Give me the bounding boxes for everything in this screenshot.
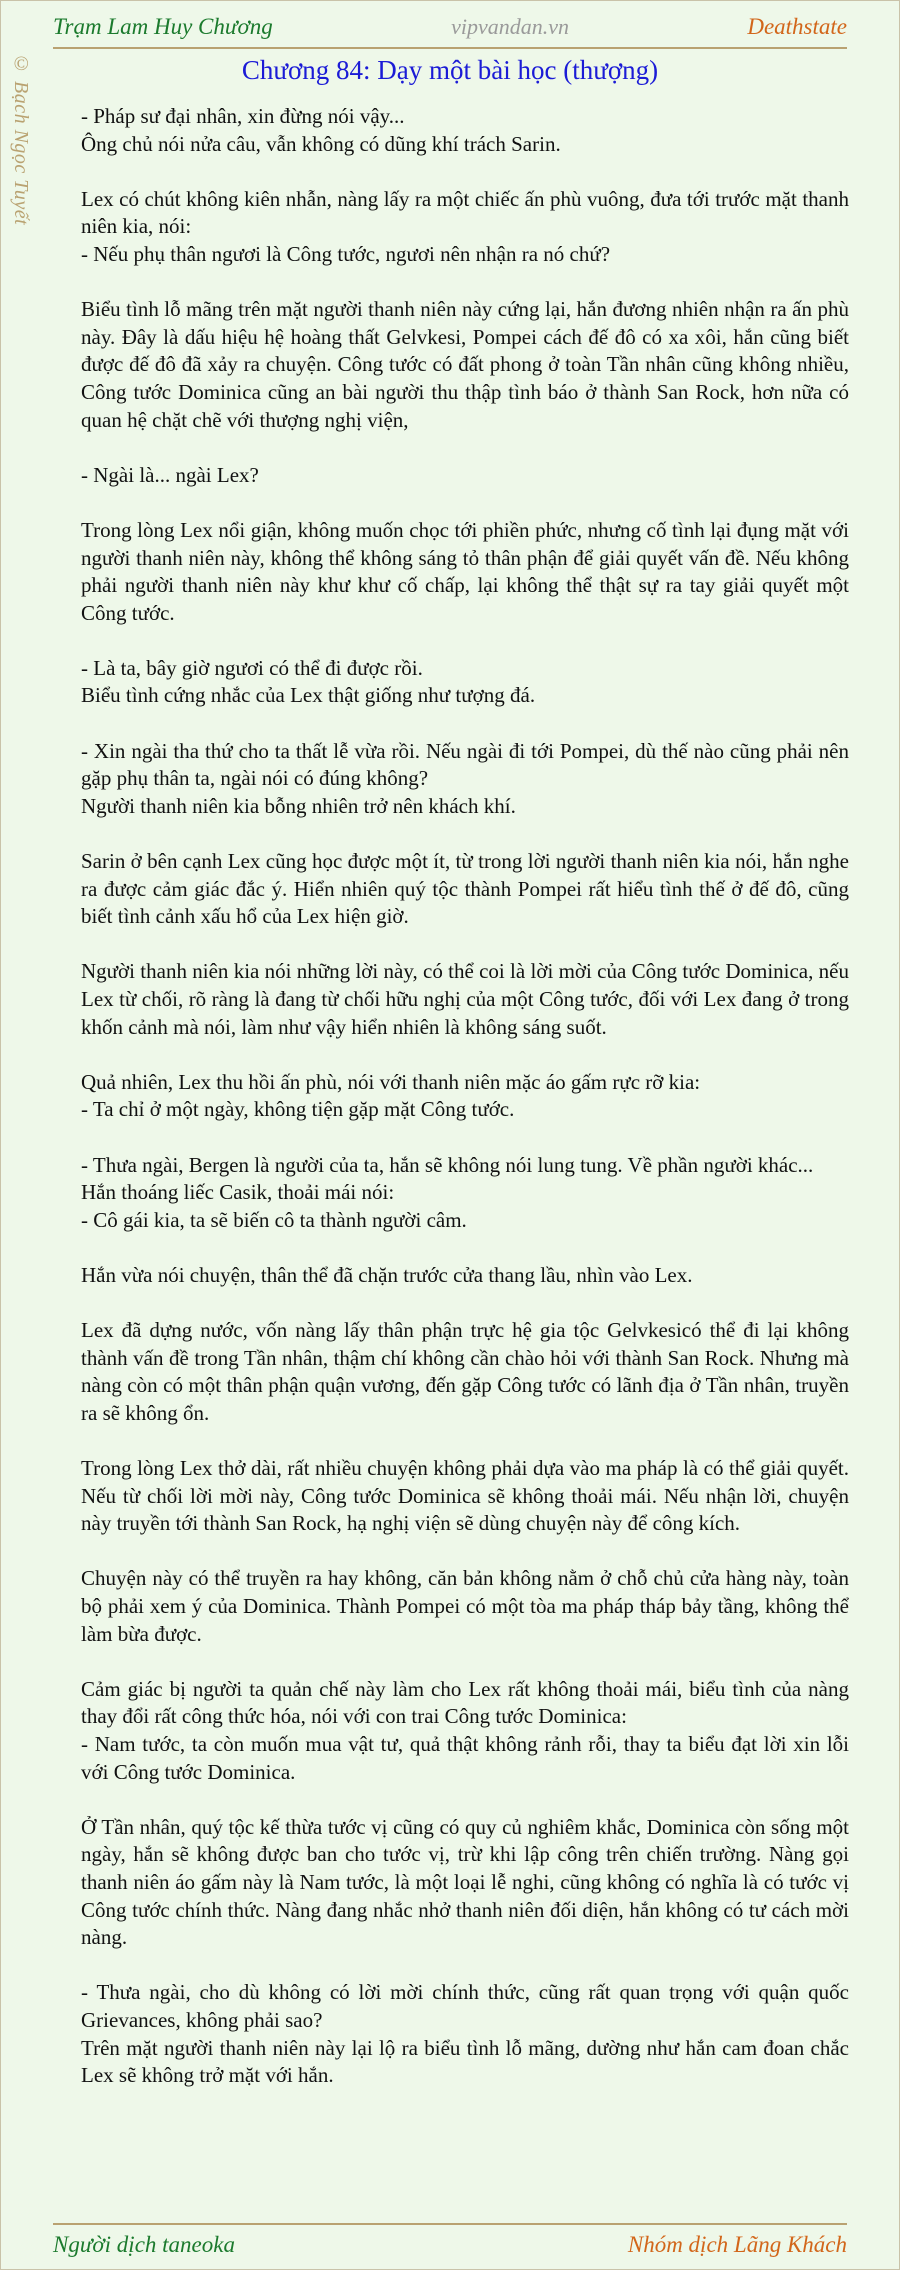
paragraph: Lex có chút không kiên nhẫn, nàng lấy ra một chiếc ấn phù vuông, đưa tới trước mặt thanh niên kia, nói:	[81, 186, 849, 239]
paragraph: - Ngài là... ngài Lex?	[81, 462, 259, 487]
page-footer	[53, 2227, 847, 2263]
paragraph: Hắn thoáng liếc Casik, thoải mái nói:	[81, 1180, 395, 1205]
paragraph-gap	[81, 1648, 849, 1676]
copyright-side-mark: © Bạch Ngọc Tuyết	[10, 53, 32, 226]
paragraph-gap	[81, 1290, 849, 1318]
paragraph: Hắn vừa nói chuyện, thân thể đã chặn trước cửa thang lầu, nhìn vào Lex.	[81, 1262, 693, 1287]
paragraph-gap	[81, 158, 849, 186]
paragraph: Quả nhiên, Lex thu hồi ấn phù, nói với thanh niên mặc áo gấm rực rỡ kia:	[81, 1069, 701, 1094]
header-divider	[53, 47, 847, 49]
paragraph-gap	[81, 931, 849, 959]
paragraph-gap	[81, 1234, 849, 1262]
paragraph-gap	[81, 489, 849, 517]
paragraph-gap	[81, 1538, 849, 1566]
paragraph: - Thưa ngài, Bergen là người của ta, hắn sẽ không nói lung tung. Về phần người khác...	[81, 1152, 814, 1177]
paragraph: Người thanh niên kia nói những lời này, có thể coi là lời mời của Công tước Dominica, nếu Lex từ chối, rõ ràng là đang từ chối hữu nghị của một Công tước, đối với Lex đang ở trong khốn cảnh mà nói, làm như vậy hiển nhiên là không sáng suốt.	[81, 959, 849, 1039]
paragraph-gap	[81, 820, 849, 848]
paragraph-gap	[81, 1428, 849, 1456]
footer-translator: Người dịch taneoka	[53, 2232, 235, 2257]
footer-divider	[53, 2223, 847, 2225]
paragraph: Biểu tình cứng nhắc của Lex thật giống như tượng đá.	[81, 683, 536, 708]
paragraph: Trong lòng Lex nổi giận, không muốn chọc tới phiền phức, nhưng cố tình lại đụng mặt với người thanh niên này, không thể không sáng tỏ thân phận để giải quyết vấn đề. Nếu không phải người thanh niên này khư khư cố chấp, lại không thể thật sự ra tay giải quyết một Công tước.	[81, 517, 849, 625]
paragraph: Trong lòng Lex thở dài, rất nhiều chuyện không phải dựa vào ma pháp là có thể giải quyết. Nếu từ chối lời mời này, Công tước Dominica sẽ không thoải mái. Nếu nhận lời, chuyện này truyền tới thành San Rock, hạ nghị viện sẽ dùng chuyện này để công kích.	[81, 1456, 849, 1536]
paragraph: Chuyện này có thể truyền ra hay không, căn bản không nằm ở chỗ chủ cửa hàng này, toàn bộ phải xem ý của Dominica. Thành Pompei có một tòa ma pháp tháp bảy tầng, không thể làm bừa được.	[81, 1566, 849, 1646]
paragraph: - Ta chỉ ở một ngày, không tiện gặp mặt Công tước.	[81, 1097, 515, 1122]
paragraph: Sarin ở bên cạnh Lex cũng học được một ít, từ trong lời người thanh niên kia nói, hắn nghe ra được cảm giác đắc ý. Hiển nhiên quý tộc thành Pompei rất hiểu tình thế ở đế đô, cũng biết tình cảnh xấu hổ của Lex hiện giờ.	[81, 849, 849, 929]
paragraph-gap	[81, 1041, 849, 1069]
paragraph: - Pháp sư đại nhân, xin đừng nói vậy...	[81, 104, 405, 128]
chapter-title: Chương 84: Dạy một bài học (thượng)	[241, 55, 659, 85]
paragraph: - Cô gái kia, ta sẽ biến cô ta thành người câm.	[81, 1207, 467, 1232]
paragraph: Người thanh niên kia bỗng nhiên trở nên khách khí.	[81, 793, 516, 818]
paragraph: - Thưa ngài, cho dù không có lời mời chính thức, cũng rất quan trọng với quận quốc Grievances, không phải sao?	[81, 1980, 849, 2032]
paragraph: Ông chủ nói nửa câu, vẫn không có dũng khí trách Sarin.	[81, 131, 561, 156]
footer-group: Nhóm dịch Lãng Khách	[627, 2232, 847, 2257]
paragraph: Trên mặt người thanh niên này lại lộ ra biểu tình lỗ mãng, dường như hắn cam đoan chắc Lex sẽ không trở mặt với hắn.	[81, 2035, 849, 2088]
paragraph-gap	[81, 627, 849, 655]
paragraph: Biểu tình lỗ mãng trên mặt người thanh niên này cứng lại, hắn đương nhiên nhận ra ấn phù này. Đây là dấu hiệu hệ hoàng thất Gelvkesi, Pompei cách đế đô có xa xôi, hắn cũng biết được đế đô đã xảy ra chuyện. Công tước có đất phong ở toàn Tần nhân cũng không nhiều, Công tước Dominica cũng an bài người thu thập tình báo ở thành San Rock, hơn nữa có quan hệ chặt chẽ với thượng nghị viện,	[81, 297, 849, 432]
paragraph-gap	[81, 1952, 849, 1980]
page-header	[53, 7, 847, 47]
header-author: Deathstate	[747, 14, 847, 39]
paragraph-gap	[81, 434, 849, 462]
paragraph-gap	[81, 269, 849, 297]
paragraph: Ở Tần nhân, quý tộc kế thừa tước vị cũng có quy củ nghiêm khắc, Dominica còn sống một ngày, hắn sẽ không được ban cho tước vị, trừ khi lập công trên chiến trường. Nàng gọi thanh niên áo gấm này là Nam tước, là một loại lễ nghi, cũng không có nghĩa là có tước vị Công tước chính thức. Nàng đang nhắc nhở thanh niên đối diện, hắn không có tư cách mời nàng.	[81, 1814, 849, 1950]
paragraph: - Nam tước, ta còn muốn mua vật tư, quả thật không rảnh rỗi, thay ta biểu đạt lời xin lỗi với Công tước Dominica.	[81, 1732, 849, 1784]
paragraph-gap	[81, 1124, 849, 1152]
paragraph-gap	[81, 1786, 849, 1814]
header-site-name: Trạm Lam Huy Chương	[53, 14, 273, 39]
paragraph: Cảm giác bị người ta quản chế này làm cho Lex rất không thoải mái, biểu tình của nàng thay đổi rất công thức hóa, nói với con trai Công tước Dominica:	[81, 1676, 849, 1729]
header-website: vipvandan.vn	[451, 14, 569, 39]
chapter-body	[81, 103, 849, 2090]
paragraph: - Xin ngài tha thứ cho ta thất lễ vừa rồi. Nếu ngài đi tới Pompei, dù thế nào cũng phải nên gặp phụ thân ta, ngài nói có đúng không?	[81, 738, 849, 791]
paragraph: Lex đã dựng nước, vốn nàng lấy thân phận trực hệ gia tộc Gelvkesicó thể đi lại không thành vấn đề trong Tần nhân, thậm chí không cần chào hỏi với thành San Rock. Nhưng mà nàng còn có một thân phận quận vương, đến gặp Công tước có lãnh địa ở Tần nhân, truyền ra sẽ không ổn.	[81, 1318, 849, 1425]
paragraph: - Nếu phụ thân ngươi là Công tước, ngươi nên nhận ra nó chứ?	[81, 241, 611, 266]
paragraph-gap	[81, 710, 849, 738]
paragraph: - Là ta, bây giờ ngươi có thể đi được rồi.	[81, 655, 423, 680]
